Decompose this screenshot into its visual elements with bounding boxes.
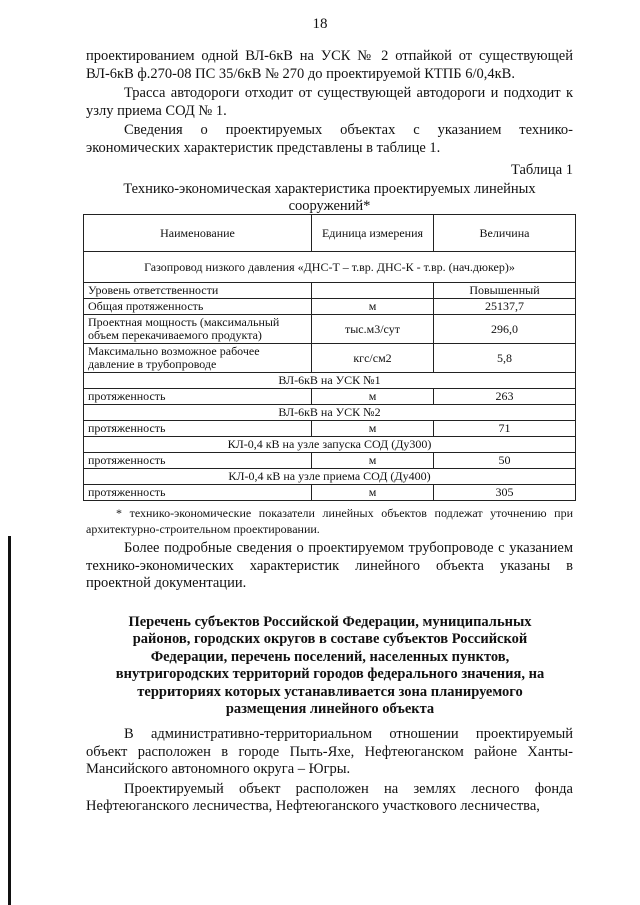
row-unit: м: [312, 389, 434, 405]
paragraph-administrative: В административно-территориальном отношении проектируемый объект расположен в городе Пыть-Яхе, Нефтеюганском районе Ханты-Мансийского автономного округа – Югры.: [86, 726, 573, 778]
row-unit: м: [312, 299, 434, 315]
row-unit: м: [312, 453, 434, 469]
row-name: протяженность: [84, 485, 312, 501]
group-title: ВЛ-6кВ на УСК №2: [84, 405, 576, 421]
table-row: [84, 344, 576, 373]
scan-margin-shadow: [8, 536, 11, 905]
row-value: Повышенный: [434, 283, 576, 299]
row-value: 296,0: [434, 315, 576, 344]
table-row: [84, 389, 576, 405]
row-value: 263: [434, 389, 576, 405]
table-group-row: [84, 252, 576, 283]
table-header-row: [84, 215, 576, 252]
row-value: 71: [434, 421, 576, 437]
row-unit: м: [312, 421, 434, 437]
header-unit: Единица измерения: [312, 215, 434, 252]
row-name: протяженность: [84, 453, 312, 469]
row-name: Общая протяженность: [84, 299, 312, 315]
row-name: протяженность: [84, 421, 312, 437]
row-name: Проектная мощность (максимальный объем перекачиваемого продукта): [84, 315, 312, 344]
table-row: [84, 299, 576, 315]
table-footnote: * технико-экономические показатели линейных объектов подлежат уточнению при архитектурно-строительном проектировании.: [86, 506, 573, 536]
header-value: Величина: [434, 215, 576, 252]
row-value: 25137,7: [434, 299, 576, 315]
table-caption: Технико-экономическая характеристика проектируемых линейных сооружений*: [123, 181, 536, 215]
group-title: КЛ-0,4 кВ на узле запуска СОД (Ду300): [84, 437, 576, 453]
table-group-row: [84, 437, 576, 453]
table-row: [84, 453, 576, 469]
gas-pipeline-title: Газопровод низкого давления «ДНС-Т – т.вр. ДНС-К - т.вр. (нач.дюкер)»: [84, 252, 576, 283]
row-value: 50: [434, 453, 576, 469]
row-unit: м: [312, 485, 434, 501]
table-row: [84, 421, 576, 437]
table-group-row: [84, 405, 576, 421]
paragraph-intro: проектированием одной ВЛ-6кВ на УСК № 2 отпайкой от существующей ВЛ-6кВ ф.270-08 ПС 35/6кВ № 270 до проектируемой КТПБ 6/0,4кВ.: [86, 48, 573, 82]
section-heading: Перечень субъектов Российской Федерации, муниципальных районов, городских округов в составе субъектов Российской Федерации, перечень поселений, населенных пунктов, внутригородских территорий городов федерального значения, на территориях которых устанавливается зона планируемого размещения линейного объекта: [115, 614, 545, 718]
paragraph-road: Трасса автодороги отходит от существующей автодороги и подходит к узлу приема СОД № 1.: [86, 85, 573, 119]
row-unit: тыс.м3/сут: [312, 315, 434, 344]
header-name: Наименование: [84, 215, 312, 252]
table-row: [84, 315, 576, 344]
group-title: КЛ-0,4 кВ на узле приема СОД (Ду400): [84, 469, 576, 485]
table-row: [84, 485, 576, 501]
group-title: ВЛ-6кВ на УСК №1: [84, 373, 576, 389]
paragraph-table-reference: Сведения о проектируемых объектах с указанием технико-экономических характеристик представлены в таблице 1.: [86, 122, 573, 156]
paragraph-forest: Проектируемый объект расположен на землях лесного фонда Нефтеюганского лесничества, Нефтеюганского участкового лесничества,: [86, 780, 573, 815]
row-value: 305: [434, 485, 576, 501]
row-name: протяженность: [84, 389, 312, 405]
row-name: Уровень ответственности: [84, 283, 312, 299]
table-row: [84, 283, 576, 299]
paragraph-details: Более подробные сведения о проектируемом трубопроводе с указанием технико-экономических характеристик линейного объекта указаны в проектной документации.: [86, 540, 573, 592]
characteristics-table: [83, 214, 576, 501]
row-value: 5,8: [434, 344, 576, 373]
row-unit: кгс/см2: [312, 344, 434, 373]
table-label: Таблица 1: [510, 161, 573, 178]
page-number: 18: [312, 16, 328, 32]
row-name: Максимально возможное рабочее давление в трубопроводе: [84, 344, 312, 373]
table-group-row: [84, 373, 576, 389]
table-group-row: [84, 469, 576, 485]
row-unit: [312, 283, 434, 299]
